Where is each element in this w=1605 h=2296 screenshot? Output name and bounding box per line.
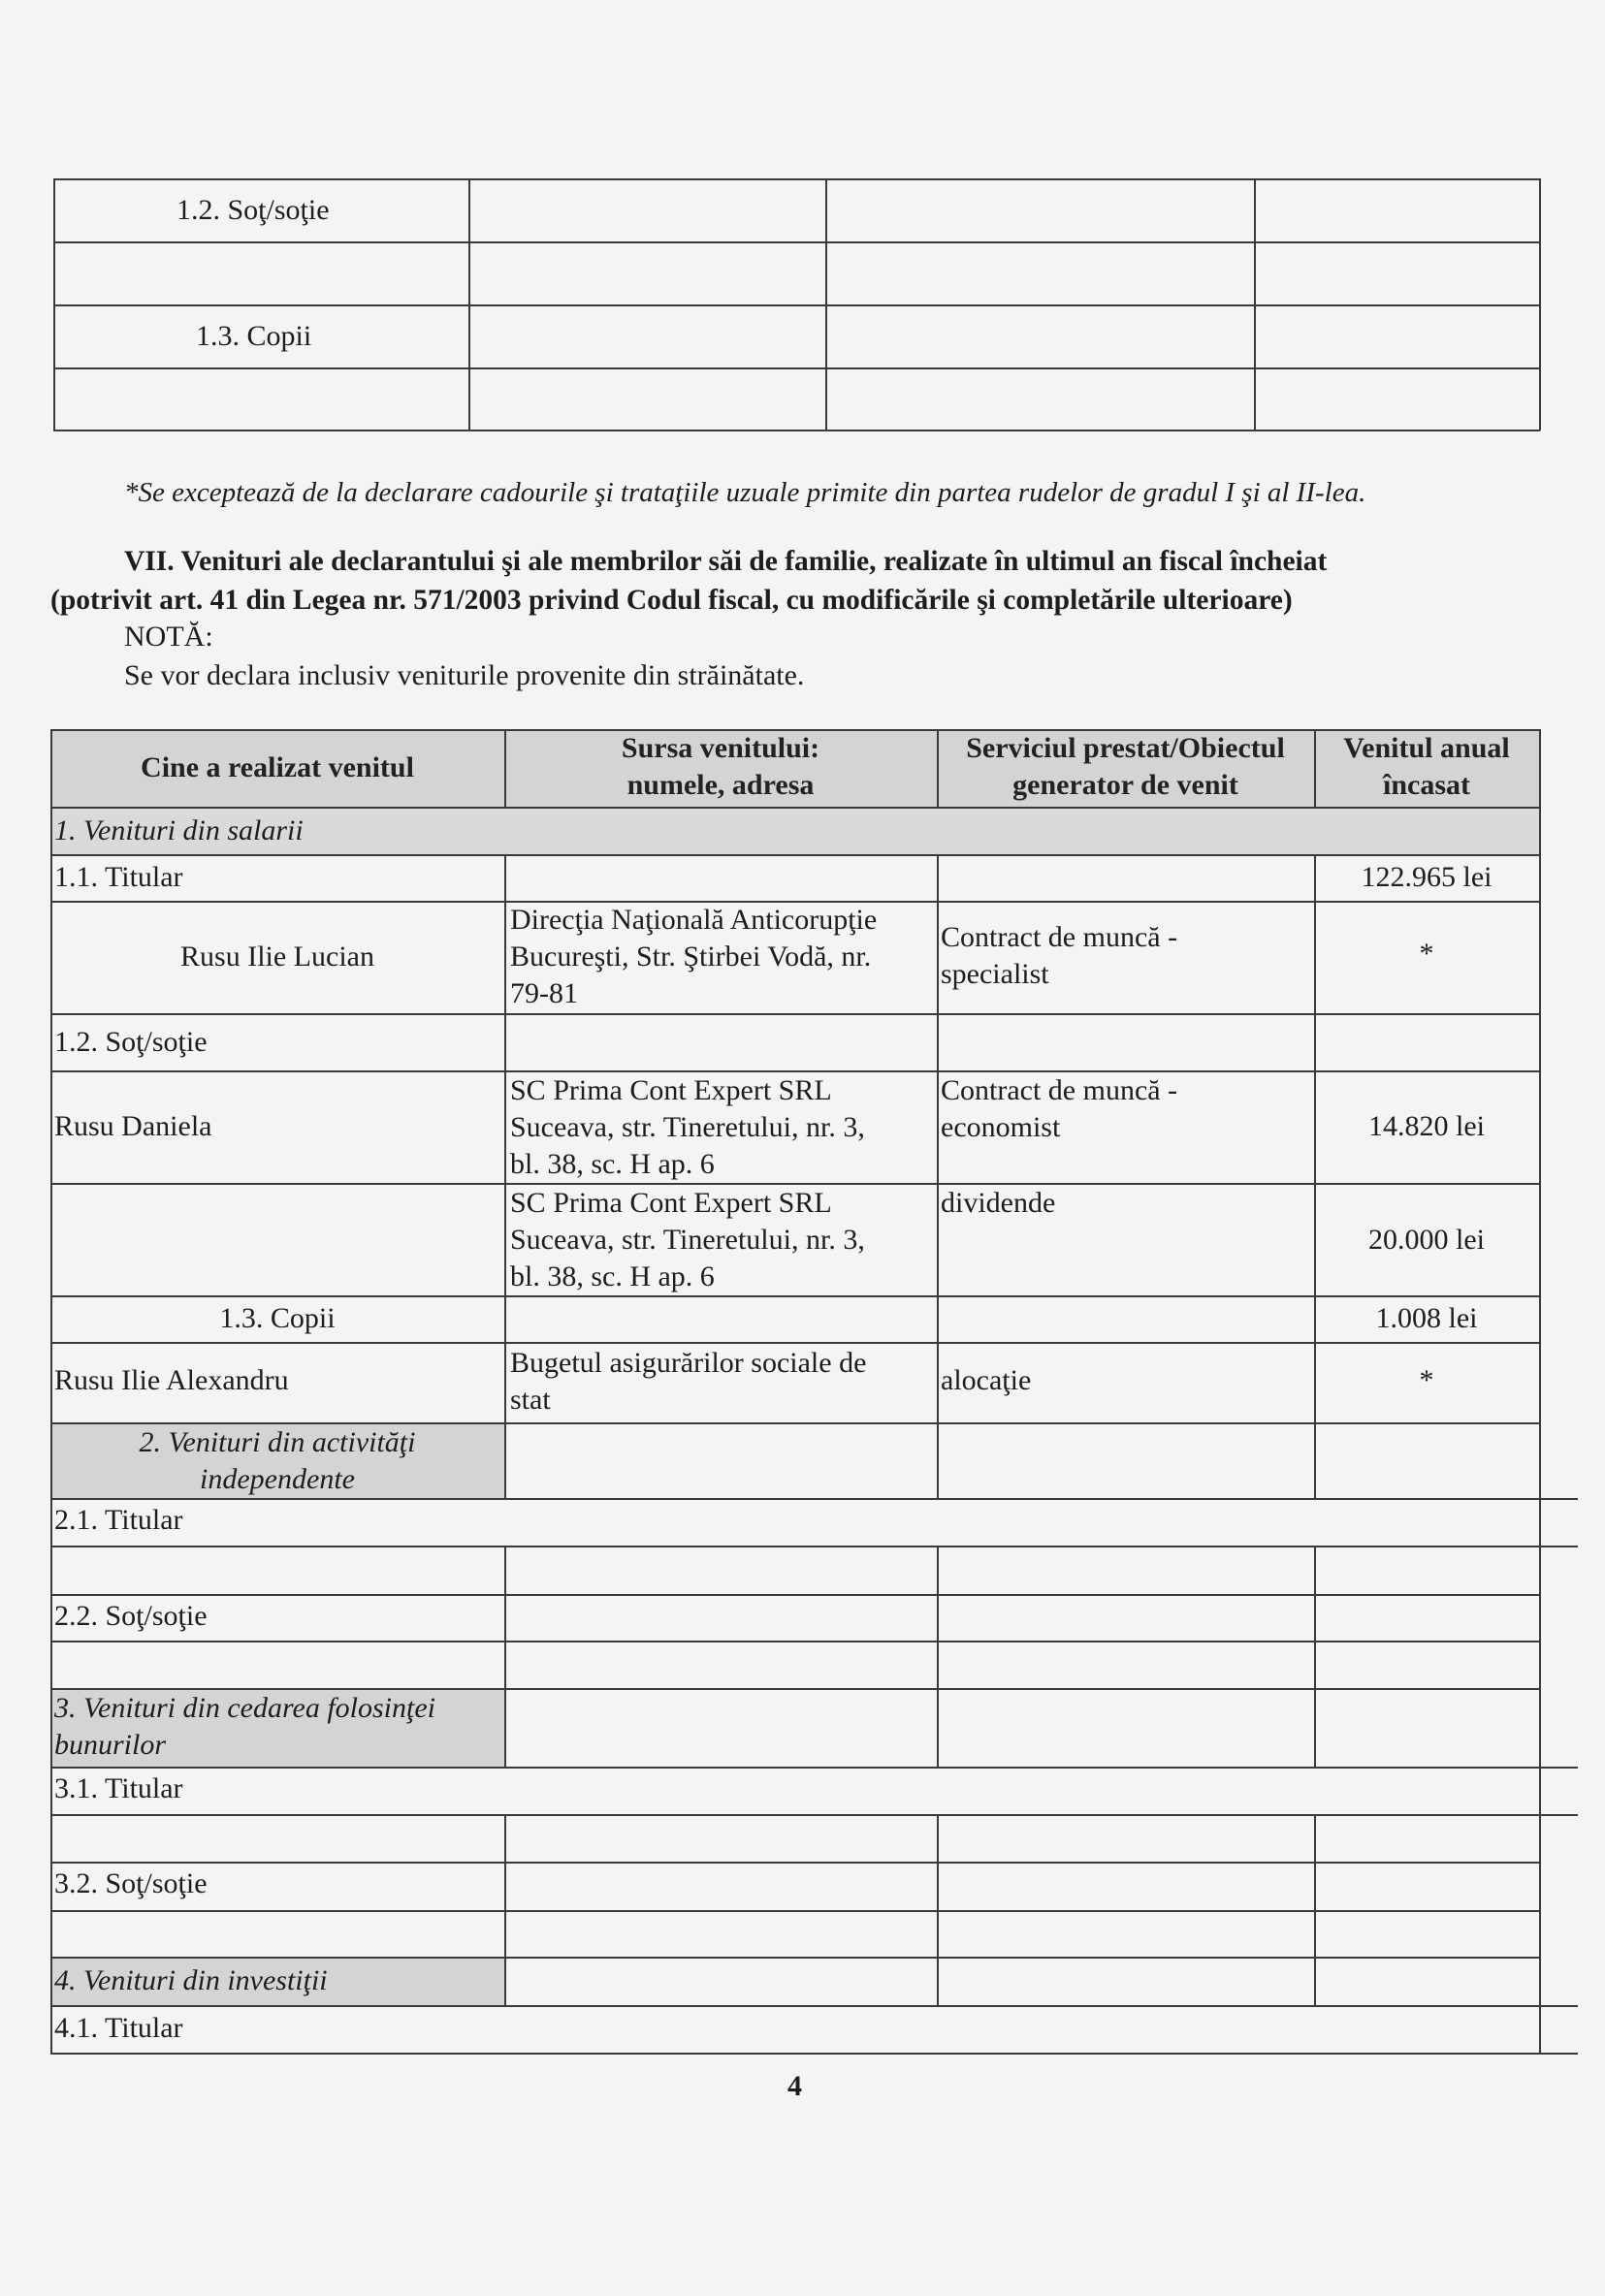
- row-label-titular: 2.1. Titular: [54, 1504, 183, 1536]
- section-label-investments: 4. Venituri din investiţii: [54, 1964, 328, 1996]
- top-table-row-label: 1.2. Soţ/soţie: [177, 194, 330, 226]
- income-source-line: Direcţia Naţională Anticorupţie: [510, 904, 878, 936]
- top-table-row-label: 1.3. Copii: [196, 320, 312, 352]
- section-label-use-of-goods: [54, 1690, 504, 1764]
- section-label-text: bunurilor: [54, 1729, 167, 1761]
- income-source-line: SC Prima Cont Expert SRL: [510, 1074, 832, 1106]
- section-title-line2: (potrivit art. 41 din Legea nr. 571/2003 privind Codul fiscal, cu modificările şi completările ulterioare): [50, 585, 1293, 616]
- income-earner: Rusu Ilie Alexandru: [54, 1364, 289, 1396]
- row-amount: 122.965 lei: [1361, 861, 1493, 893]
- row-amount: *: [1419, 1364, 1434, 1396]
- income-earner: Rusu Daniela: [54, 1110, 212, 1142]
- section-label-salaries: 1. Venituri din salarii: [54, 814, 304, 846]
- row-label-children: 1.3. Copii: [219, 1302, 336, 1334]
- income-service-line: Contract de muncă -: [941, 1074, 1178, 1106]
- row-amount: 14.820 lei: [1368, 1110, 1485, 1142]
- income-source-line: Bucureşti, Str. Ştirbei Vodă, nr.: [510, 941, 872, 973]
- section-label-text: independente: [200, 1463, 355, 1495]
- row-label-titular: 4.1. Titular: [54, 2012, 183, 2044]
- gift-footnote: *Se exceptează de la declarare cadourile şi trataţiile uzuale primite din partea rudelor de gradul I şi al II-lea.: [124, 477, 1366, 508]
- income-source-line: bl. 38, sc. H ap. 6: [510, 1260, 715, 1292]
- column-header-source: [504, 730, 937, 804]
- column-header-who: [50, 749, 504, 786]
- income-source-line: Suceava, str. Tineretului, nr. 3,: [510, 1224, 865, 1256]
- section-title-line1: VII. Venituri ale declarantului şi ale membrilor săi de familie, realizate în ultimul an fiscal încheiat: [124, 546, 1328, 577]
- income-source-line: bl. 38, sc. H ap. 6: [510, 1148, 715, 1180]
- income-service-line: dividende: [941, 1187, 1056, 1219]
- note-label: NOTĂ:: [124, 621, 213, 653]
- page-number: 4: [787, 2070, 802, 2102]
- row-amount: *: [1419, 938, 1434, 970]
- column-header-text: Cine a realizat venitul: [141, 751, 414, 783]
- income-service-line: economist: [941, 1111, 1061, 1143]
- section-label-independent: [50, 1424, 504, 1498]
- income-source-line: stat: [510, 1384, 551, 1416]
- row-amount: 1.008 lei: [1375, 1302, 1478, 1334]
- income-service-line: specialist: [941, 958, 1049, 990]
- column-header-service: [937, 730, 1314, 804]
- row-label-spouse: 1.2. Soţ/soţie: [54, 1026, 208, 1058]
- row-label-spouse: 3.2. Soţ/soţie: [54, 1867, 208, 1899]
- row-label-spouse: 2.2. Soţ/soţie: [54, 1600, 208, 1632]
- column-header-text: Venitul anual: [1343, 732, 1510, 764]
- column-header-amount: [1314, 730, 1539, 804]
- section-label-text: 3. Venituri din cedarea folosinţei: [54, 1692, 436, 1724]
- income-service-line: Contract de muncă -: [941, 921, 1178, 953]
- column-header-text: Serviciul prestat/Obiectul: [966, 732, 1285, 764]
- income-source-line: 79-81: [510, 977, 578, 1009]
- note-text: Se vor declara inclusiv veniturile provenite din străinătate.: [124, 659, 805, 691]
- income-source-line: Bugetul asigurărilor sociale de: [510, 1347, 867, 1379]
- column-header-text: încasat: [1383, 769, 1470, 801]
- income-source-line: SC Prima Cont Expert SRL: [510, 1187, 832, 1219]
- row-amount: 20.000 lei: [1368, 1224, 1485, 1256]
- section-label-text: 2. Venituri din activităţi: [139, 1426, 416, 1458]
- income-source-line: Suceava, str. Tineretului, nr. 3,: [510, 1111, 865, 1143]
- column-header-text: Sursa venitului:: [621, 732, 820, 764]
- income-earner: Rusu Ilie Lucian: [180, 941, 374, 973]
- row-label-titular: 3.1. Titular: [54, 1772, 183, 1804]
- row-label-titular: 1.1. Titular: [54, 861, 183, 893]
- income-service-line: alocaţie: [941, 1364, 1032, 1396]
- column-header-text: numele, adresa: [626, 769, 815, 801]
- column-header-text: generator de venit: [1012, 769, 1238, 801]
